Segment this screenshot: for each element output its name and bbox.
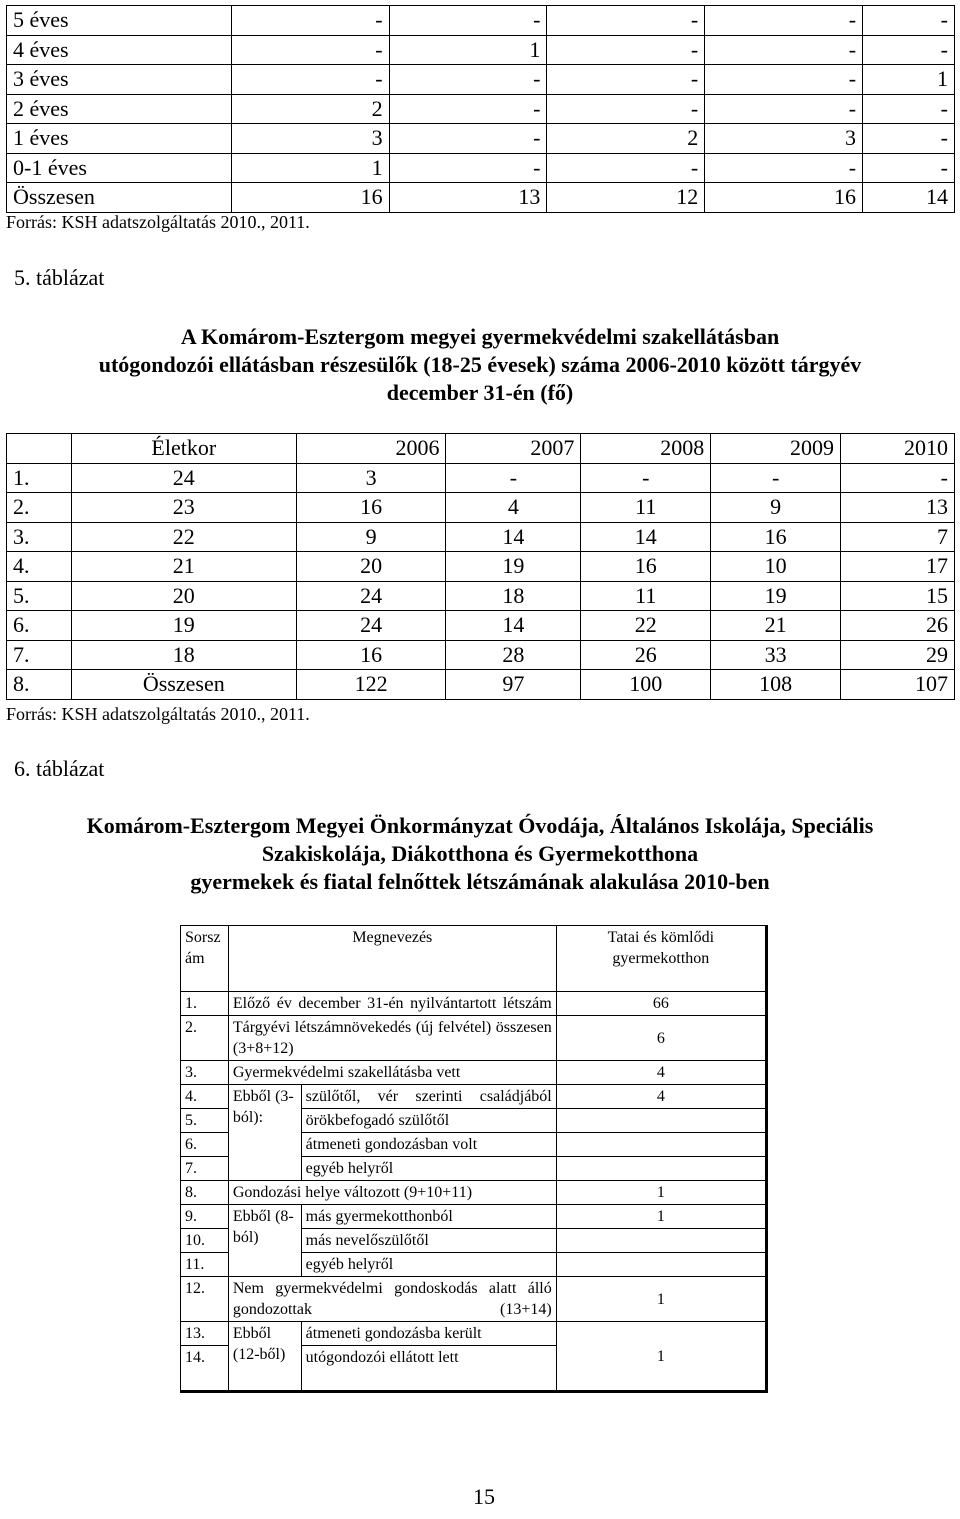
row-number: 7. [181,1157,229,1181]
table-cell: 4. [7,552,72,582]
table-row [7,522,955,552]
table-cell: 2 [547,124,705,154]
table-cell: - [231,35,389,65]
table-cell: 24 [296,581,446,611]
table-cell: 14 [446,522,581,552]
table-cell: 16 [711,522,841,552]
table-cell: - [547,6,705,36]
row-number: 4. [181,1085,229,1109]
table-cell: - [389,124,547,154]
table-cell: 21 [711,611,841,641]
header-cell: 2009 [711,434,841,464]
title-line: Szakiskolája, Diákotthona és Gyermekotthona [261,841,699,866]
row-description: más nevelőszülőtől [301,1229,556,1253]
table-cell: 24 [71,463,296,493]
table6-title [0,812,960,896]
table-row [181,1277,767,1322]
table-cell: 1 [389,35,547,65]
table-row [7,640,955,670]
age-distribution-table [6,5,955,213]
header-cell: 2007 [446,434,581,464]
table-cell: 10 [711,552,841,582]
row-description: örökbefogadó szülőtől [301,1109,556,1133]
table-cell: 16 [581,552,711,582]
row-value: 4 [556,1061,766,1085]
table-cell: 20 [71,581,296,611]
row-number: 2. [181,1016,229,1061]
table-cell: 16 [296,493,446,523]
row-description: egyéb helyről [301,1253,556,1277]
table-row [181,1016,767,1061]
row-description: egyéb helyről [301,1157,556,1181]
row-number: 12. [181,1277,229,1322]
row-number: 6. [181,1133,229,1157]
row-value: 1 [556,1205,766,1229]
row-description: szülőtől, vér szerinti családjából [301,1085,556,1109]
title-line: gyermekek és fiatal felnőttek létszámának alakulása 2010-ben [190,869,770,894]
row-label: 5 éves [7,6,232,36]
table-cell: - [863,35,955,65]
table-cell: 26 [581,640,711,670]
table-cell: - [446,463,581,493]
table-cell: 23 [71,493,296,523]
row-description: Előző év december 31-én nyilvántartott létszám [228,992,556,1016]
title-line: A Komárom-Esztergom megyei gyermekvédelmi szakellátásban [180,324,780,349]
table-cell: - [711,463,841,493]
childrens-home-table [180,925,768,1393]
row-number: 13. [181,1322,229,1346]
table-cell: 3 [296,463,446,493]
table-cell: 8. [7,670,72,700]
table-row [7,183,955,213]
table-cell: 19 [71,611,296,641]
row-label: 3 éves [7,65,232,95]
header-cell: Életkor [71,434,296,464]
table5-caption: 5. táblázat [14,265,105,290]
row-description: átmeneti gondozásban volt [301,1133,556,1157]
row-value [556,1157,766,1181]
row-number: 8. [181,1181,229,1205]
row-value [556,1133,766,1157]
row-description: utógondozói ellátott lett [301,1346,556,1392]
table-cell: 5. [7,581,72,611]
table-cell: 19 [711,581,841,611]
table-row [7,611,955,641]
table-cell: 21 [71,552,296,582]
table-row [7,6,955,36]
table-cell: 1 [863,65,955,95]
table-cell: 6. [7,611,72,641]
row-description: Nem gyermekvédelmi gondoskodás alatt álló gondozottak (13+14) [228,1277,556,1322]
table-row [7,153,955,183]
row-number: 9. [181,1205,229,1229]
table-row [7,552,955,582]
table-cell: - [705,6,863,36]
row-value: 66 [556,992,766,1016]
row-label: 2 éves [7,94,232,124]
row-value [556,1253,766,1277]
table-cell: 9 [296,522,446,552]
title-line: december 31-én (fő) [386,380,574,405]
value-column-header: Tatai és kömlődi gyermekotthon [556,926,766,992]
table-cell: 14 [863,183,955,213]
table-cell: - [389,6,547,36]
table-row [181,1322,767,1346]
table-cell: 9 [711,493,841,523]
table-row [7,463,955,493]
sorszam-header: Sorszám [181,926,229,992]
table-cell: 19 [446,552,581,582]
row-value: 1 [556,1322,766,1392]
row-number: 14. [181,1346,229,1392]
group-label: Ebből (12-ből) [228,1322,301,1392]
table-cell: 16 [705,183,863,213]
age-distribution-body [7,6,955,213]
table-cell: 1 [231,153,389,183]
table-cell: 11 [581,493,711,523]
row-number: 10. [181,1229,229,1253]
row-value: 1 [556,1277,766,1322]
header-row [7,434,955,464]
table-cell: - [863,153,955,183]
table-cell: Összesen [71,670,296,700]
page-number: 15 [473,1484,495,1509]
row-number: 11. [181,1253,229,1277]
table-row [181,1085,767,1109]
group-label: Ebből (8-ból) [228,1205,301,1277]
row-description: Tárgyévi létszámnövekedés (új felvétel) összesen (3+8+12) [228,1016,556,1061]
row-label: 4 éves [7,35,232,65]
table-cell: - [389,94,547,124]
table-cell: 3 [231,124,389,154]
table-cell: - [841,463,955,493]
table-cell: 100 [581,670,711,700]
table-cell: 16 [231,183,389,213]
table-cell: - [705,153,863,183]
table-cell: - [547,94,705,124]
table-cell: 108 [711,670,841,700]
title-line: utógondozói ellátásban részesülők (18-25 évesek) száma 2006-2010 között tárgyév [98,352,862,377]
row-label: 1 éves [7,124,232,154]
table-cell: 107 [841,670,955,700]
table-cell: 14 [581,522,711,552]
table-cell: 18 [446,581,581,611]
table-cell: 33 [711,640,841,670]
table-row [181,1205,767,1229]
row-value: 1 [556,1181,766,1205]
header-cell: 2006 [296,434,446,464]
table-cell: 26 [841,611,955,641]
table-cell: - [863,94,955,124]
table-row [7,94,955,124]
row-description: Gondozási helye változott (9+10+11) [228,1181,556,1205]
group-label: Ebből (3-ból): [228,1085,301,1181]
table-cell: 14 [446,611,581,641]
table-cell: 7 [841,522,955,552]
row-label: Összesen [7,183,232,213]
table-cell: - [863,6,955,36]
table-cell: 4 [446,493,581,523]
table-cell: 16 [296,640,446,670]
table-cell: 13 [389,183,547,213]
table-cell: - [389,65,547,95]
table-cell: 29 [841,640,955,670]
table-row [7,670,955,700]
aftercare-age-table [6,433,955,700]
row-label: 0-1 éves [7,153,232,183]
header-cell: 2008 [581,434,711,464]
table-cell: 24 [296,611,446,641]
row-description: Gyermekvédelmi szakellátásba vett [228,1061,556,1085]
table-cell: - [547,35,705,65]
table-cell: - [705,35,863,65]
table-row [7,124,955,154]
header-cell [7,434,72,464]
table1-source: Forrás: KSH adatszolgáltatás 2010., 2011. [6,212,310,232]
table-cell: 97 [446,670,581,700]
row-number: 1. [181,992,229,1016]
table-cell: - [389,153,547,183]
table-row [7,493,955,523]
table-cell: - [581,463,711,493]
table-cell: 2 [231,94,389,124]
aftercare-age-body [7,434,955,700]
table-row [7,581,955,611]
table-row [181,1061,767,1085]
table-cell: - [705,94,863,124]
title-line: Komárom-Esztergom Megyei Önkormányzat Óvodája, Általános Iskolája, Speciális [86,813,874,838]
row-number: 5. [181,1109,229,1133]
table-cell: 22 [581,611,711,641]
table-row [7,35,955,65]
table-cell: 3 [705,124,863,154]
table-cell: 12 [547,183,705,213]
table-cell: 7. [7,640,72,670]
header-cell: 2010 [841,434,955,464]
table-cell: 15 [841,581,955,611]
table5-source: Forrás: KSH adatszolgáltatás 2010., 2011. [6,704,310,724]
table-cell: 3. [7,522,72,552]
table-cell: - [547,153,705,183]
table-cell: 17 [841,552,955,582]
table6-caption: 6. táblázat [14,756,105,781]
row-description: más gyermekotthonból [301,1205,556,1229]
header-row [181,926,767,992]
megnevezes-header: Megnevezés [228,926,556,992]
table-cell: - [231,6,389,36]
table-row [7,65,955,95]
table-cell: 20 [296,552,446,582]
childrens-home-body [181,926,767,1392]
table-cell: - [705,65,863,95]
table-cell: 11 [581,581,711,611]
table-cell: 122 [296,670,446,700]
row-value [556,1109,766,1133]
table-cell: - [863,124,955,154]
row-number: 3. [181,1061,229,1085]
table-cell: 28 [446,640,581,670]
row-value [556,1229,766,1253]
table-cell: 1. [7,463,72,493]
row-value: 4 [556,1085,766,1109]
table-cell: - [231,65,389,95]
table-row [181,992,767,1016]
table5-title [0,323,960,407]
table-cell: 13 [841,493,955,523]
row-value: 6 [556,1016,766,1061]
table-cell: - [547,65,705,95]
table-cell: 2. [7,493,72,523]
table-cell: 22 [71,522,296,552]
row-description: átmeneti gondozásba került [301,1322,556,1346]
table-cell: 18 [71,640,296,670]
table-row [181,1181,767,1205]
